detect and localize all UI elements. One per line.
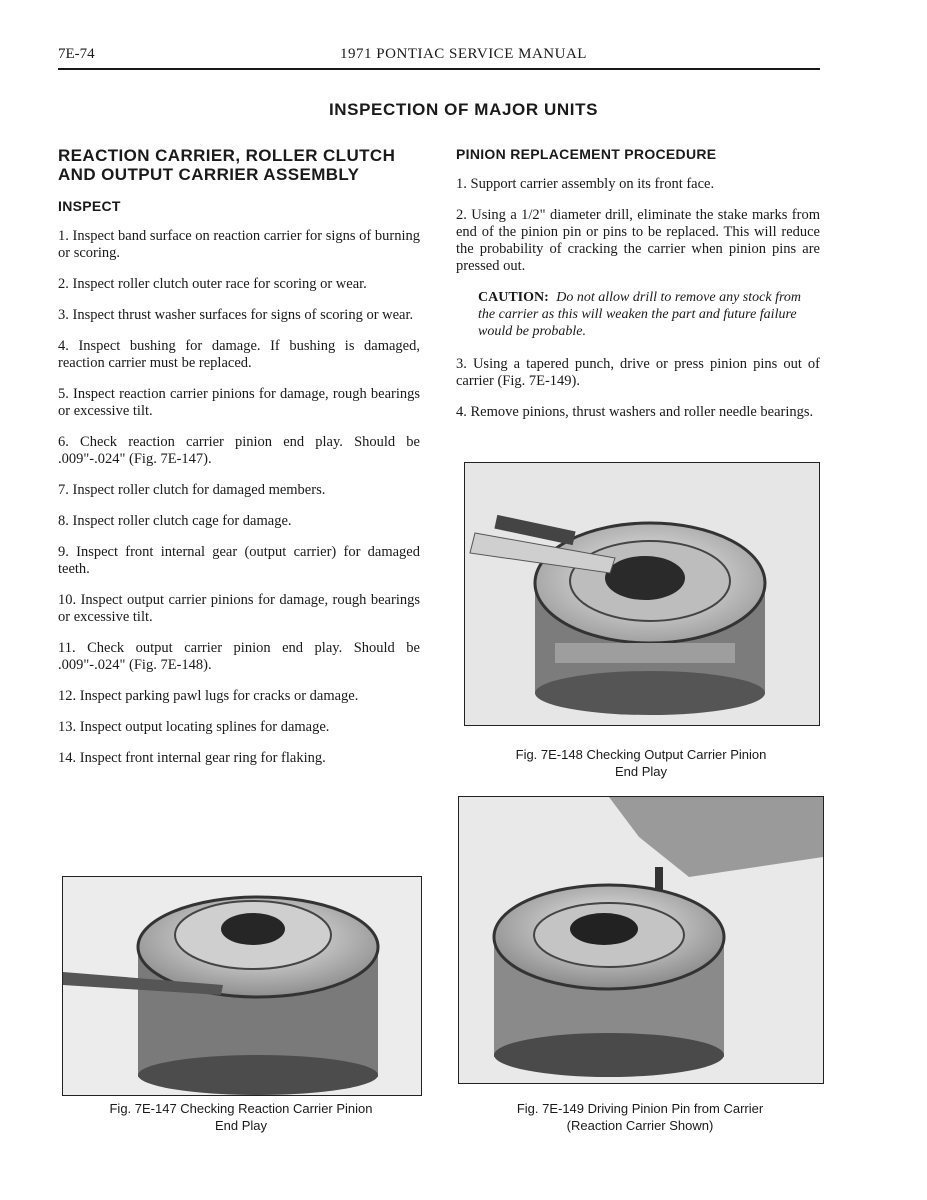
caption-line: Fig. 7E-149 Driving Pinion Pin from Carrier [516,1101,764,1116]
running-head: 1971 PONTIAC SERVICE MANUAL [340,46,587,62]
inspect-item: 4. Inspect bushing for damage. If bushing is damaged, reaction carrier must be replaced. [58,338,420,371]
caution-note [478,289,820,340]
pinion-procedure-heading: PINION REPLACEMENT PROCEDURE [456,146,717,162]
figure-7e-147-caption [62,1100,420,1134]
caption-line: Fig. 7E-148 Checking Output Carrier Pinion [515,747,767,762]
page-number: 7E-74 [58,46,95,62]
figure-7e-148-photo [464,462,820,726]
figure-7e-149-photo [458,796,824,1084]
section-heading: REACTION CARRIER, ROLLER CLUTCH AND OUTPUT CARRIER ASSEMBLY [58,146,396,184]
inspect-item: 10. Inspect output carrier pinions for damage, rough bearings or excessive tilt. [58,592,420,625]
caution-label: CAUTION: [478,290,549,305]
inspect-item: 9. Inspect front internal gear (output carrier) for damaged teeth. [58,544,420,577]
inspect-item: 5. Inspect reaction carrier pinions for damage, rough bearings or excessive tilt. [58,386,420,419]
inspect-item: 8. Inspect roller clutch cage for damage. [58,513,292,529]
inspect-item: 14. Inspect front internal gear ring for flaking. [58,750,326,766]
procedure-step: 3. Using a tapered punch, drive or press pinion pins out of carrier (Fig. 7E-149). [456,356,820,389]
inspect-item: 3. Inspect thrust washer surfaces for signs of scoring or wear. [58,307,414,323]
inspect-heading: INSPECT [58,198,121,214]
right-column [456,146,820,435]
inspect-item: 7. Inspect roller clutch for damaged members. [58,482,326,498]
caption-line: End Play [614,764,668,779]
header-rule [58,68,820,70]
procedure-step: 4. Remove pinions, thrust washers and roller needle bearings. [456,404,814,420]
figure-7e-147-photo [62,876,422,1096]
procedure-step: 2. Using a 1/2" diameter drill, eliminate the stake marks from end of the pinion pin or pins to be replaced. This will reduce the probability of cracking the carrier when pinion pins are pressed out. [456,207,820,274]
caption-line: (Reaction Carrier Shown) [566,1118,714,1133]
inspect-item: 12. Inspect parking pawl lugs for cracks or damage. [58,688,359,704]
inspect-item: 11. Check output carrier pinion end play. Should be .009"-.024" (Fig. 7E-148). [58,640,420,673]
page-title: INSPECTION OF MAJOR UNITS [328,100,599,119]
figure-7e-148-caption [464,746,818,780]
inspect-item: 6. Check reaction carrier pinion end play. Should be .009"-.024" (Fig. 7E-147). [58,434,420,467]
inspect-item: 2. Inspect roller clutch outer race for scoring or wear. [58,276,367,292]
left-column [58,146,420,781]
procedure-step: 1. Support carrier assembly on its front face. [456,176,715,192]
inspect-item: 13. Inspect output locating splines for damage. [58,719,330,735]
caption-line: Fig. 7E-147 Checking Reaction Carrier Pinion [109,1101,373,1116]
caption-line: End Play [214,1118,268,1133]
figure-7e-149-caption [458,1100,822,1134]
inspect-item: 1. Inspect band surface on reaction carrier for signs of burning or scoring. [58,228,420,261]
caution-text: Do not allow drill to remove any stock from the carrier as this will weaken the part and future failure would be probable. [478,290,801,339]
